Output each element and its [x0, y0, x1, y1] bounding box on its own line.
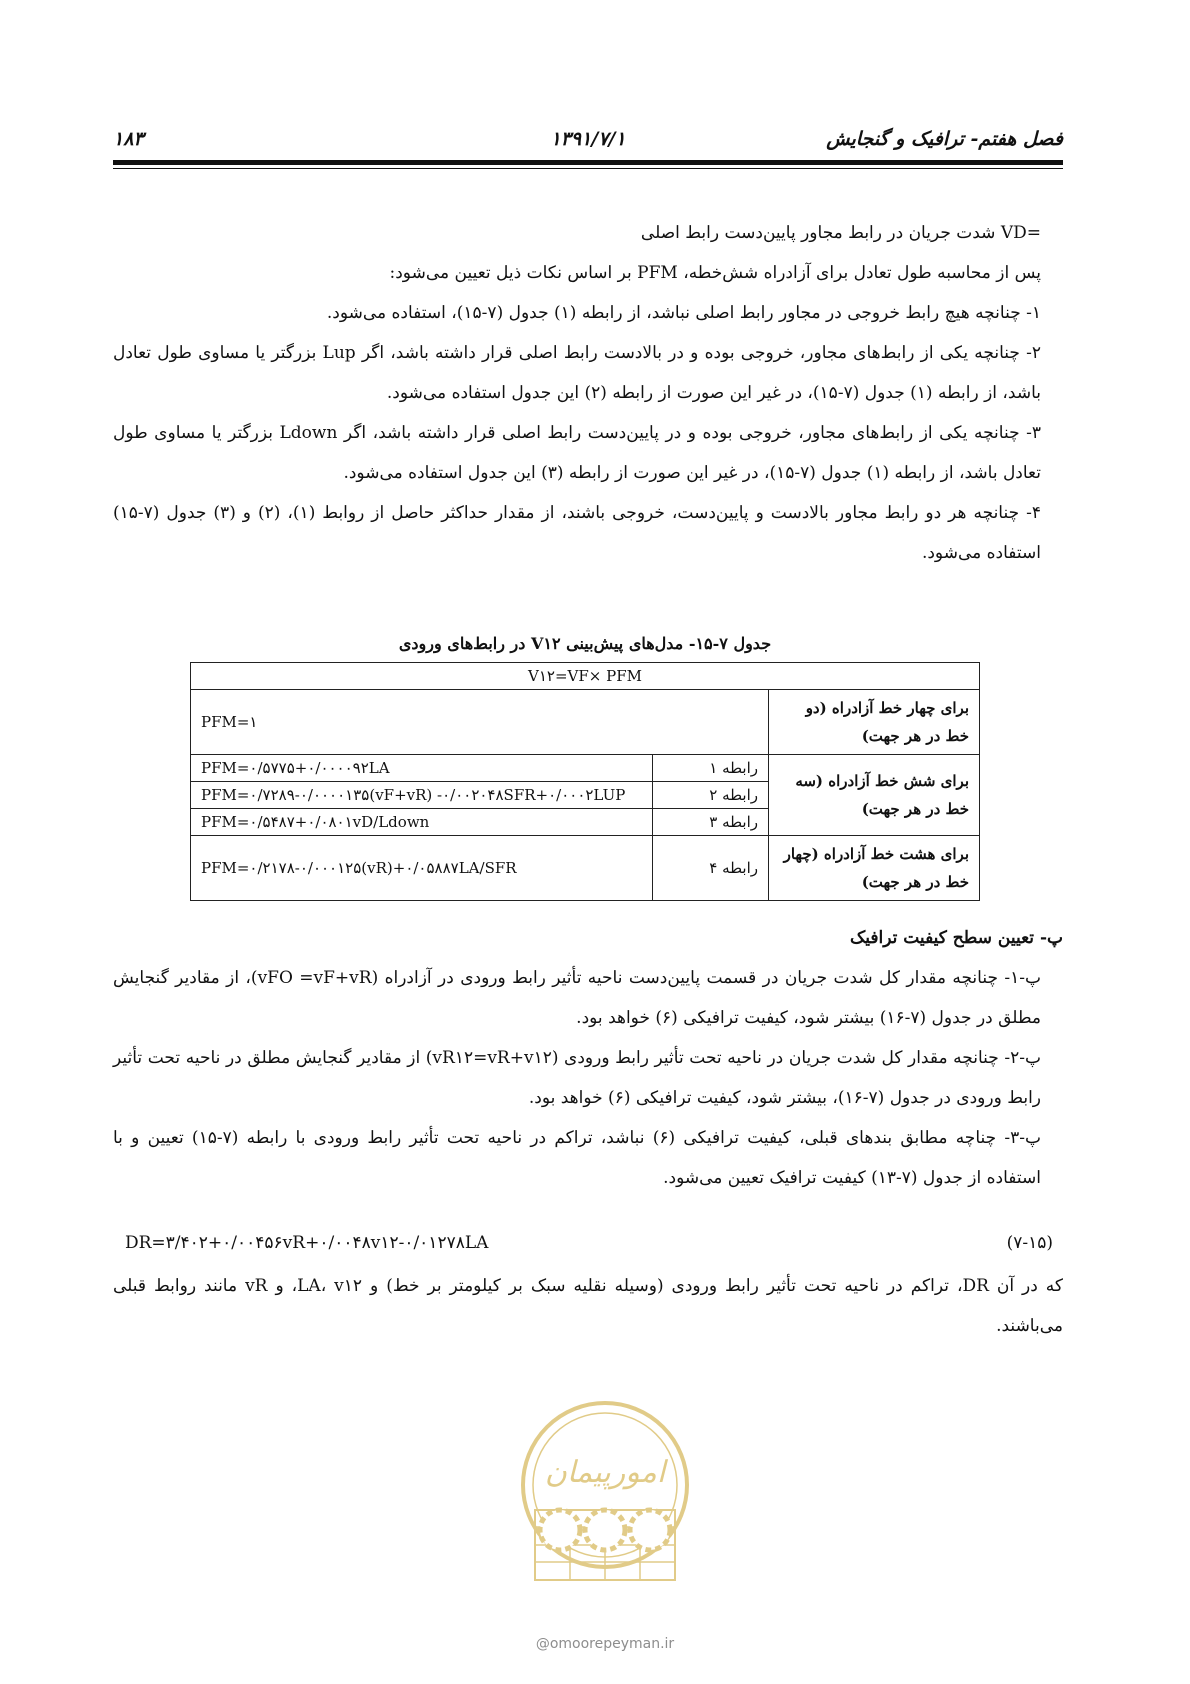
- table-row: [191, 690, 980, 755]
- page-number: ۱۸۳: [113, 128, 144, 150]
- section-paragraph-1: پ-۱- چنانچه مقدار کل شدت جریان در قسمت پایین‌دست ناحیه تأثیر رابط ورودی در آزادراه (vFO =vF+vR)، از مقادیر گنجایش مطلق در جدول (۷-۱۶) بیشتر شود، کیفیت ترافیکی (۶) خواهد بود.: [113, 968, 1041, 1028]
- vd-definition: =VD شدت جریان در رابط مجاور پایین‌دست رابط اصلی: [640, 223, 1041, 243]
- section-paragraph-3: پ-۳- چناچه مطابق بندهای قبلی، کیفیت ترافیکی (۶) نباشد، تراکم در ناحیه تحت تأثیر رابط ورودی با رابطه (۷-۱۵) تعیین و با استفاده از جدول (۷-۱۳) کیفیت ترافیک تعیین می‌شود.: [113, 1128, 1042, 1188]
- header-rule-thick: [113, 160, 1063, 165]
- watermark-url: @omoorepeyman.ir: [535, 1636, 675, 1652]
- formula-cell: PFM=۰/۷۲۸۹-۰/۰۰۰۰۱۳۵(vF+vR) -۰/۰۰۲۰۴۸SFR+۰/۰۰۰۲LUP: [191, 782, 653, 809]
- models-table: [190, 662, 980, 901]
- equation: [113, 1233, 1063, 1263]
- relation-cell: رابطه ۳: [653, 809, 769, 836]
- list-item-3: ۳- چنانچه یکی از رابط‌های مجاور، خروجی بوده و در پایین‌دست رابط اصلی قرار داشته باشد، اگر Ldown بزرگتر یا مساوی طول تعادل باشد، از رابطه (۱) جدول (۷-۱۵)، در غیر این صورت از رابطه (۳) این جدول استفاده می‌شود.: [113, 423, 1041, 483]
- formula-cell: PFM=۱: [191, 690, 769, 755]
- body-text: [113, 213, 1063, 573]
- list-item-1: ۱- چنانچه هیچ رابط خروجی در مجاور رابط اصلی نباشد، از رابطه (۱) جدول (۷-۱۵)، استفاده می‌شود.: [326, 303, 1041, 323]
- section-title: پ- تعیین سطح کیفیت ترافیک: [850, 928, 1063, 948]
- traffic-quality-section: [113, 918, 1063, 1198]
- header-date: ۱۳۹۱/۷/۱: [550, 128, 626, 150]
- formula-cell: PFM=۰/۵۷۷۵+۰/۰۰۰۰۹۲LA: [191, 755, 653, 782]
- formula-cell: PFM=۰/۲۱۷۸-۰/۰۰۰۱۲۵(vR)+۰/۰۵۸۸۷LA/SFR: [191, 836, 653, 901]
- equation-formula: DR=۳/۴۰۲+۰/۰۰۴۵۶vR+۰/۰۰۴۸v۱۲-۰/۰۱۲۷۸LA: [125, 1233, 489, 1253]
- chapter-title: فصل هفتم- ترافیک و گنجایش: [826, 128, 1063, 150]
- after-equation-text: [113, 1266, 1063, 1346]
- equation-number: (۷-۱۵): [1006, 1233, 1053, 1253]
- table-row: [191, 836, 980, 901]
- lanes-cell: برای هشت خط آزادراه (چهار خط در هر جهت): [769, 836, 980, 901]
- svg-text:امورپیمان: امورپیمان: [544, 1455, 666, 1490]
- top-formula-cell: V۱۲=VF× PFM: [191, 663, 980, 690]
- table-row: [191, 755, 980, 782]
- equation-explanation: که در آن DR، تراکم در ناحیه تحت تأثیر رابط ورودی (وسیله نقلیه سبک بر کیلومتر بر خط) و LA، v۱۲، و vR مانند روابط قبلی می‌باشند.: [113, 1276, 1064, 1336]
- table-caption: جدول ۷-۱۵- مدل‌های پیش‌بینی V۱۲ در رابط‌های ورودی: [398, 634, 772, 653]
- relation-cell: رابطه ۴: [653, 836, 769, 901]
- section-paragraph-2: پ-۲- چنانچه مقدار کل شدت جریان در ناحیه تحت تأثیر رابط ورودی (vR۱۲=vR+v۱۲) از مقادیر گنجایش مطلق در ناحیه تحت تأثیر رابط ورودی در جدول (۷-۱۶)، بیشتر شود، کیفیت ترافیکی (۶) خواهد بود.: [113, 1048, 1041, 1108]
- list-item-2: ۲- چنانچه یکی از رابط‌های مجاور، خروجی بوده و در بالادست رابط اصلی قرار داشته باشد، اگر Lup بزرگتر یا مساوی طول تعادل باشد، از رابطه (۱) جدول (۷-۱۵)، در غیر این صورت از رابطه (۲) این جدول استفاده می‌شود.: [113, 343, 1041, 403]
- relation-cell: رابطه ۲: [653, 782, 769, 809]
- relation-cell: رابطه ۱: [653, 755, 769, 782]
- intro-paragraph: پس از محاسبه طول تعادل برای آزادراه شش‌خطه، PFM بر اساس نکات ذیل تعیین می‌شود:: [389, 263, 1041, 283]
- header-rule-thin: [113, 168, 1063, 169]
- lanes-cell: برای چهار خط آزادراه (دو خط در هر جهت): [769, 690, 980, 755]
- list-item-4: ۴- چنانچه هر دو رابط مجاور بالادست و پایین‌دست، خروجی باشند، از مقدار حداکثر حاصل از روابط (۱)، (۲) و (۳) جدول (۷-۱۵) استفاده می‌شود.: [113, 503, 1041, 563]
- lanes-cell: برای شش خط آزادراه (سه خط در هر جهت): [769, 755, 980, 836]
- formula-cell: PFM=۰/۵۴۸۷+۰/۰۸۰۱vD/Ldown: [191, 809, 653, 836]
- watermark-logo: [490, 1390, 720, 1660]
- table-top-row: [191, 663, 980, 690]
